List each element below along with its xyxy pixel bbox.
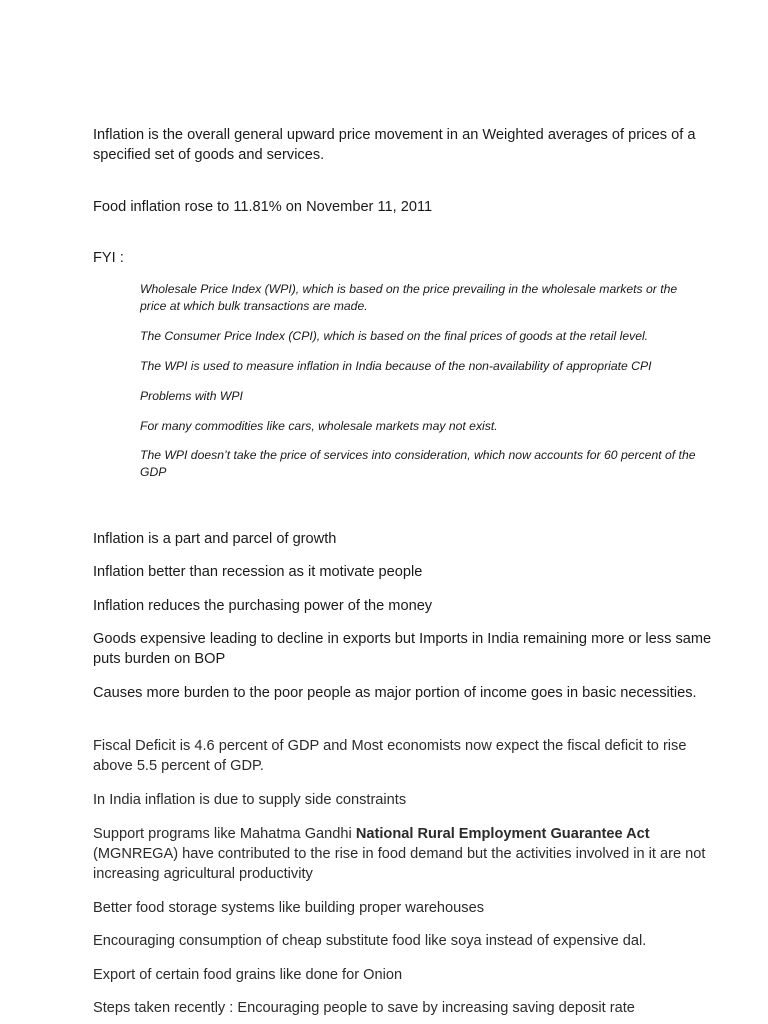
fyi-problem-2: The WPI doesn’t take the price of services into consideration, which now accounts for 60 percent of the GDP xyxy=(140,448,696,479)
point-mgnrega-suffix: (MGNREGA) have contributed to the rise in food demand but the activities involved in it are not increasing agricultural productivity xyxy=(93,846,706,882)
fyi-wpi-definition: Wholesale Price Index (WPI), which is based on the price prevailing in the wholesale markets or the price at which bulk transactions are made. xyxy=(140,282,678,313)
inflation-definition: Inflation is the overall general upward price movement in an Weighted averages of prices of a specified set of goods and services. xyxy=(93,127,696,163)
point-fiscal-deficit: Fiscal Deficit is 4.6 percent of GDP and Most economists now expect the fiscal deficit to rise above 5.5 percent of GDP. xyxy=(93,738,687,774)
point-exports-bop: Goods expensive leading to decline in exports but Imports in India remaining more or less same puts burden on BOP xyxy=(93,631,712,667)
point-supply-constraints: In India inflation is due to supply side constraints xyxy=(93,792,407,808)
point-purchasing-power: Inflation reduces the purchasing power of the money xyxy=(93,598,433,614)
fyi-label: FYI : xyxy=(93,250,124,266)
point-food-storage: Better food storage systems like building proper warehouses xyxy=(93,900,484,916)
fyi-problems-heading: Problems with WPI xyxy=(140,389,243,403)
point-cheap-substitute: Encouraging consumption of cheap substitute food like soya instead of expensive dal. xyxy=(93,933,647,949)
fyi-wpi-use: The WPI is used to measure inflation in India because of the non-availability of appropriate CPI xyxy=(140,359,652,373)
point-poor-burden: Causes more burden to the poor people as major portion of income goes in basic necessities. xyxy=(93,685,697,701)
food-inflation-statement: Food inflation rose to 11.81% on November 11, 2011 xyxy=(93,199,433,215)
point-recession: Inflation better than recession as it motivate people xyxy=(93,564,423,580)
fyi-problem-1: For many commodities like cars, wholesale markets may not exist. xyxy=(140,419,498,433)
point-mgnrega-act-name: National Rural Employment Guarantee Act xyxy=(355,826,650,842)
point-mgnrega xyxy=(93,824,713,884)
point-saving-rate: Steps taken recently : Encouraging people to save by increasing saving deposit rate xyxy=(93,1000,635,1016)
point-growth: Inflation is a part and parcel of growth xyxy=(93,531,337,547)
point-export-onion: Export of certain food grains like done for Onion xyxy=(93,967,403,983)
fyi-cpi-definition: The Consumer Price Index (CPI), which is based on the final prices of goods at the retail level. xyxy=(140,329,649,343)
point-mgnrega-prefix: Support programs like Mahatma Gandhi xyxy=(93,826,356,842)
